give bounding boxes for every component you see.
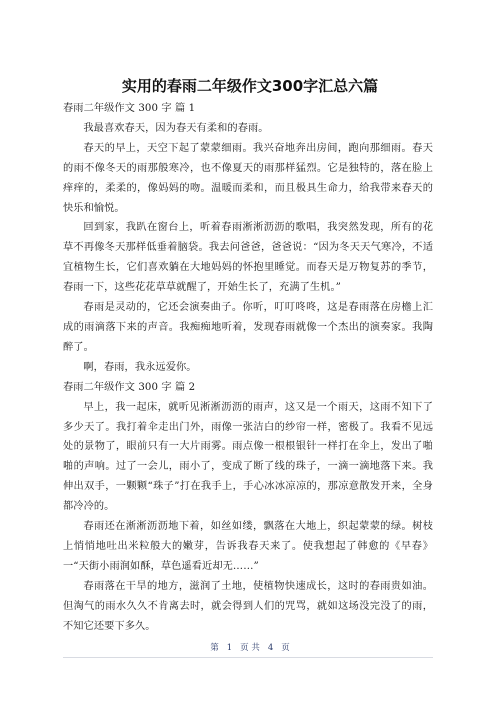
paragraph: 我最喜欢春天，因为春天有柔和的春雨。: [83, 122, 269, 134]
document-body: [63, 99, 433, 636]
paragraph: 早上，我一起床，就听见淅淅沥沥的雨声，这又是一个雨天，这雨不知下了多少天了。我打着伞走出门外，雨像一张洁白的纱帘一样，密极了。我看不见远处的景物了，眼前只有一大片雨雾。雨点像一根根银针一样打在伞上，发出了啪啪的声响。过了一会儿，雨小了，变成了断了线的珠子，一滴一滴地落下来。我伸出双手，一颗颗“珠子”打在我手上，手心冰冰凉凉的，那凉意散发开来，全身都冷冷的。: [63, 401, 433, 513]
document-title: 实用的春雨二年级作文300字汇总六篇: [121, 77, 379, 95]
section-heading: 春雨二年级作文 300 字 篇 1: [63, 103, 196, 114]
page-label-middle: 页 共: [240, 643, 260, 653]
paragraph: 春雨是灵动的，它还会演奏曲子。你听，叮叮咚咚，这是春雨落在房檐上汇成的雨滴落下来的声音。我痴痴地听着，发现春雨就像一个杰出的演奏家。我陶醉了。: [63, 302, 433, 353]
page-footer: [0, 642, 500, 654]
paragraph: 啊，春雨，我永远爱你。: [83, 361, 197, 373]
section-heading: 春雨二年级作文 300 字 篇 2: [63, 381, 196, 393]
total-pages-number: 4: [267, 643, 274, 653]
page-label-prefix: 第: [210, 643, 219, 653]
footer-divider: [63, 657, 433, 658]
current-page-number: 1: [226, 643, 233, 653]
paragraph: 春天的早上，天空下起了蒙蒙细雨。我兴奋地奔出房间，跑向那细雨。春天的雨不像冬天的雨那般寒冷，也不像夏天的雨那样猛烈。它是独特的，落在脸上痒痒的，柔柔的，像妈妈的吻。温暖而柔和，而且极具生命力，给我带来春天的快乐和愉悦。: [63, 142, 433, 214]
paragraph: 回到家，我趴在窗台上，听着春雨淅淅沥沥的歌唱，我突然发现，所有的花草不再像冬天那样低垂着脑袋。我去问爸爸，爸爸说：“因为冬天天气寒冷，不适宜植物生长，它们喜欢躺在大地妈妈的怀抱里睡觉。而春天是万物复苏的季节，春雨一下，这些花花草草就醒了，开始生长了，充满了生机。”: [63, 222, 433, 294]
paragraph: 春雨还在淅淅沥沥地下着，如丝如缕，飘落在大地上，织起蒙蒙的绿。树枝上悄悄地吐出米粒般大的嫩芽，告诉我春天来了。使我想起了韩愈的《早春》一“天街小雨润如酥，草色遥看近却无……”: [63, 521, 433, 572]
page-label-suffix: 页: [281, 643, 290, 653]
paragraph: 春雨落在干旱的地方，滋润了土地，使植物快速成长，这时的春雨贵如油。但淘气的雨水久久不肯离去时，就会得到人们的咒骂，就如这场没完没了的雨，不知它还要下多久。: [63, 580, 433, 632]
